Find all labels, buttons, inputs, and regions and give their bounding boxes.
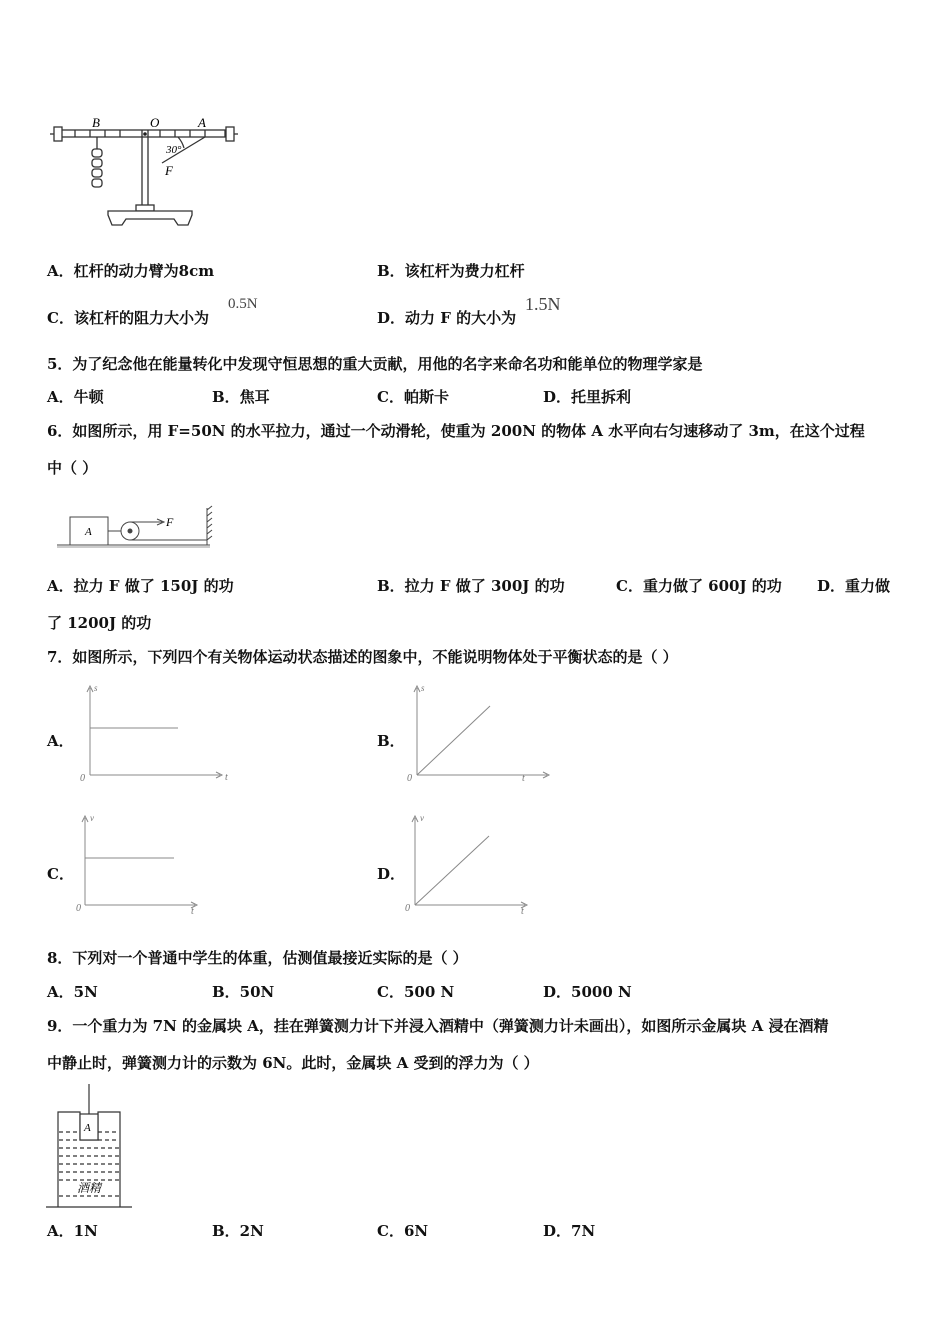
q5-option-b: B．焦耳: [212, 388, 270, 406]
q4-option-d: D．动力 F 的大小为: [377, 309, 517, 327]
q9-stem-line1: 9．一个重力为 7N 的金属块 A，挂在弹簧测力计下并浸入酒精中（弹簧测力计未画出），如图所示金属块 A 浸在酒精: [47, 1017, 829, 1035]
graph-a-ylabel: s: [94, 683, 98, 693]
q8-option-d: D．5000 N: [543, 983, 632, 1001]
graph-d-origin: 0: [405, 903, 410, 914]
lever-figure: [50, 115, 240, 230]
label-A: A: [198, 115, 206, 130]
q9-option-c: C．6N: [377, 1222, 429, 1240]
label-B: B: [92, 115, 100, 130]
q9-stem-line2: 中静止时，弹簧测力计的示数为 6N。此时，金属块 A 受到的浮力为（ ）: [47, 1054, 539, 1072]
q5-option-c: C．帕斯卡: [377, 388, 449, 406]
graph-d: [400, 810, 550, 915]
graph-d-ylabel: v: [420, 813, 424, 823]
q7-option-a: A．: [47, 732, 74, 750]
q6-option-d-line2: 了 1200J 的功: [47, 614, 152, 632]
q7-option-b: B．: [377, 732, 405, 750]
graph-d-xlabel: t: [521, 906, 524, 917]
q6-stem-line2: 中（ ）: [47, 459, 98, 477]
q6-stem-line1: 6．如图所示，用 F=50N 的水平拉力，通过一个动滑轮，使重为 200N 的物体 A 水平向右匀速移动了 3m，在这个过程: [47, 422, 865, 440]
q4-option-c-value: 0.5N: [228, 296, 258, 312]
graph-a-xlabel: t: [225, 772, 228, 783]
beaker-figure: [40, 1082, 140, 1212]
q9-option-a: A．1N: [47, 1222, 98, 1240]
label-angle: 30°: [166, 144, 182, 156]
graph-a: [75, 680, 228, 785]
q6-option-b: B．拉力 F 做了 300J 的功: [377, 577, 565, 595]
graph-c-origin: 0: [76, 903, 81, 914]
label-O: O: [150, 115, 160, 130]
q7-stem: 7．如图所示，下列四个有关物体运动状态描述的图象中，不能说明物体处于平衡状态的是（ ）: [47, 648, 678, 666]
q6-option-a: A．拉力 F 做了 150J 的功: [47, 577, 234, 595]
q6-option-c: C．重力做了 600J 的功: [616, 577, 782, 595]
label-F: F: [165, 163, 173, 178]
q7-option-c: C．: [47, 865, 74, 883]
q5-stem: 5．为了纪念他在能量转化中发现守恒思想的重大贡献，用他的名字来命名功和能单位的物理学家是: [47, 355, 703, 373]
pulley-figure: [52, 500, 222, 560]
q9-option-d: D．7N: [543, 1222, 596, 1240]
q8-stem: 8．下列对一个普通中学生的体重，估测值最接近实际的是（ ）: [47, 949, 468, 967]
q4-option-b: B．该杠杆为费力杠杆: [377, 262, 525, 280]
graph-c-ylabel: v: [90, 813, 94, 823]
q6-option-d-line1: D．重力做: [817, 577, 891, 595]
graph-b-xlabel: t: [522, 773, 525, 784]
graph-c: [70, 810, 220, 915]
q4-option-d-value: 1.5N: [525, 294, 561, 314]
q4-option-a: A．杠杆的动力臂为8cm: [47, 262, 215, 280]
beaker-label-A: A: [84, 1122, 91, 1134]
q5-option-d: D．托里拆利: [543, 388, 632, 406]
q7-option-d: D．: [377, 865, 406, 883]
q8-option-a: A．5N: [47, 983, 98, 1001]
q8-option-b: B．50N: [212, 983, 275, 1001]
graph-b-origin: 0: [407, 773, 412, 784]
graph-b-ylabel: s: [421, 683, 425, 693]
graph-b: [402, 680, 552, 785]
pulley-label-A: A: [85, 526, 92, 538]
graph-c-xlabel: t: [191, 906, 194, 917]
beaker-label-liquid: 酒精: [77, 1181, 102, 1195]
q9-option-b: B．2N: [212, 1222, 264, 1240]
q5-option-a: A．牛顿: [47, 388, 104, 406]
graph-a-origin: 0: [80, 773, 85, 784]
q8-option-c: C．500 N: [377, 983, 455, 1001]
q4-option-c: C．该杠杆的阻力大小为: [47, 309, 209, 327]
pulley-label-F: F: [166, 515, 174, 529]
